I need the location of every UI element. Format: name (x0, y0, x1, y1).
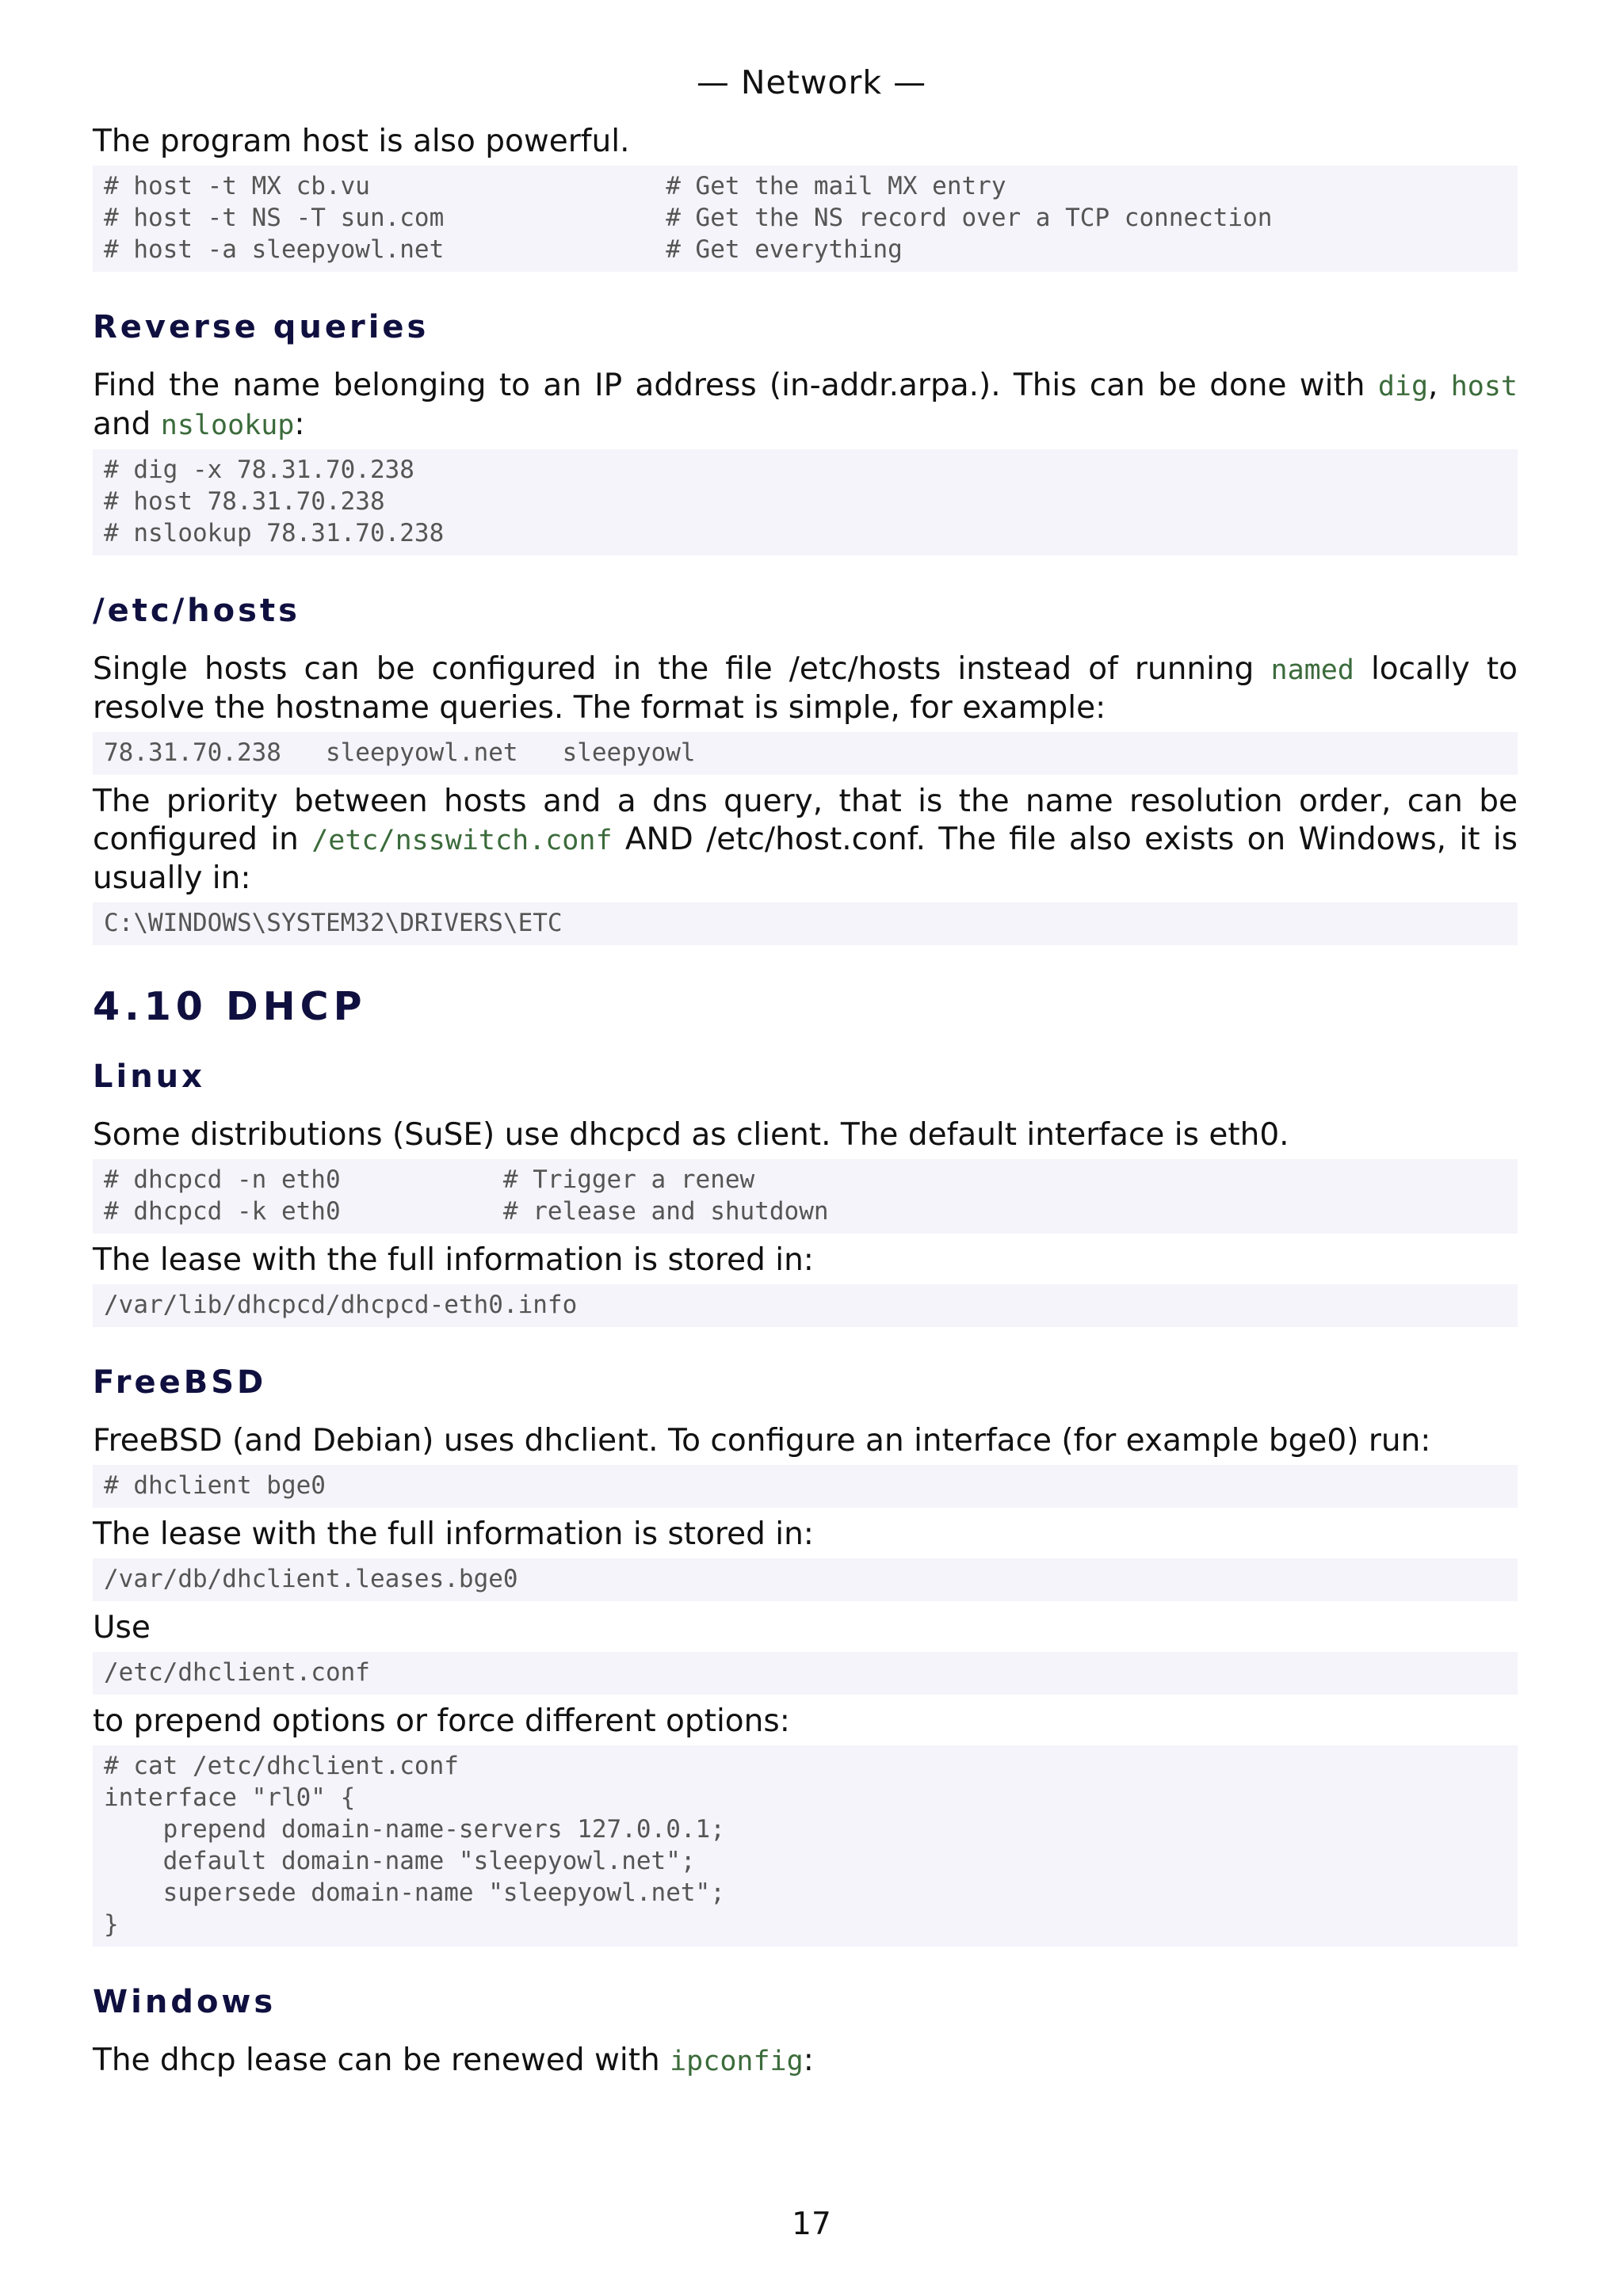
reverse-queries-code-block: # dig -x 78.31.70.238 # host 78.31.70.238 # nslookup 78.31.70.238 (93, 449, 1518, 555)
host-code-block: # host -t MX cb.vu # Get the mail MX entry # host -t NS -T sun.com # Get the NS record over a TCP connection # host -a sleepyowl.net # Get everything (93, 166, 1518, 272)
windows-heading: Windows (93, 1984, 277, 2020)
windows-text (93, 2042, 1518, 2081)
freebsd-heading: FreeBSD (93, 1364, 267, 1401)
prepend-text: to prepend options or force different options: (93, 1703, 790, 1739)
reverse-queries-text (93, 367, 1518, 444)
freebsd-lease-path: /var/db/dhclient.leases.bge0 (93, 1558, 1518, 1601)
dhclient-conf-code-block: # cat /etc/dhclient.conf interface "rl0" { prepend domain-name-servers 127.0.0.1; default domain-name "sleepyowl.net"; supersede domain-name "sleepyowl.net"; } (93, 1745, 1518, 1947)
reverse-text-part: Find the name belonging to an IP address (in-addr.arpa.). This can be done with (93, 368, 1378, 403)
etc-hosts-text (93, 650, 1518, 727)
linux-intro: Some distributions (SuSE) use dhcpcd as client. The default interface is eth0. (93, 1117, 1289, 1153)
ipconfig-command: ipconfig (670, 2046, 804, 2077)
linux-heading: Linux (93, 1058, 205, 1095)
linux-lease-text: The lease with the full information is stored in: (93, 1242, 814, 1278)
host-intro: The program host is also powerful. (93, 124, 630, 159)
separator: and (93, 406, 161, 442)
nslookup-command: nslookup (160, 410, 295, 441)
freebsd-lease-text: The lease with the full information is stored in: (93, 1516, 814, 1552)
dig-command: dig (1377, 371, 1429, 402)
dhcp-section-heading: 4.10 DHCP (93, 984, 367, 1029)
hosts-example-code-block: 78.31.70.238 sleepyowl.net sleepyowl (93, 732, 1518, 775)
dhcpcd-code-block: # dhcpcd -n eth0 # Trigger a renew # dhcpcd -k eth0 # release and shutdown (93, 1159, 1518, 1234)
punctuation: : (803, 2042, 814, 2078)
windows-path-code-block: C:\WINDOWS\SYSTEM32\DRIVERS\ETC (93, 902, 1518, 945)
etc-hosts-text-part: Single hosts can be configured in the file /etc/hosts instead of running (93, 651, 1271, 687)
dhclient-code-block: # dhclient bge0 (93, 1465, 1518, 1508)
named-command: named (1270, 654, 1354, 686)
windows-text-part: The dhcp lease can be renewed with (93, 2042, 670, 2078)
use-text: Use (93, 1610, 151, 1646)
priority-text-part: AND /etc/host.conf. The file also exists on Windows, it is usually in: (93, 822, 1518, 896)
separator: , (1428, 368, 1451, 403)
nsswitch-path: /etc/nsswitch.conf (311, 825, 613, 856)
running-header: — Network — (696, 63, 927, 101)
punctuation: : (294, 406, 305, 442)
etc-hosts-heading: /etc/hosts (93, 593, 300, 629)
etc-hosts-text-part: locally to resolve the hostname queries. The format is simple, for example: (93, 651, 1518, 726)
priority-text (93, 783, 1518, 898)
priority-text-part: The priority between hosts and a dns query, that is the name resolution order, can be configured in (93, 784, 1518, 857)
page-number: 17 (792, 2206, 831, 2242)
freebsd-intro: FreeBSD (and Debian) uses dhclient. To configure an interface (for example bge0) run: (93, 1423, 1431, 1459)
linux-lease-path: /var/lib/dhcpcd/dhcpcd-eth0.info (93, 1284, 1518, 1327)
document-body (93, 123, 1518, 2081)
reverse-queries-heading: Reverse queries (93, 309, 430, 345)
dhclient-conf-path: /etc/dhclient.conf (93, 1652, 1518, 1695)
host-command: host (1450, 371, 1518, 402)
